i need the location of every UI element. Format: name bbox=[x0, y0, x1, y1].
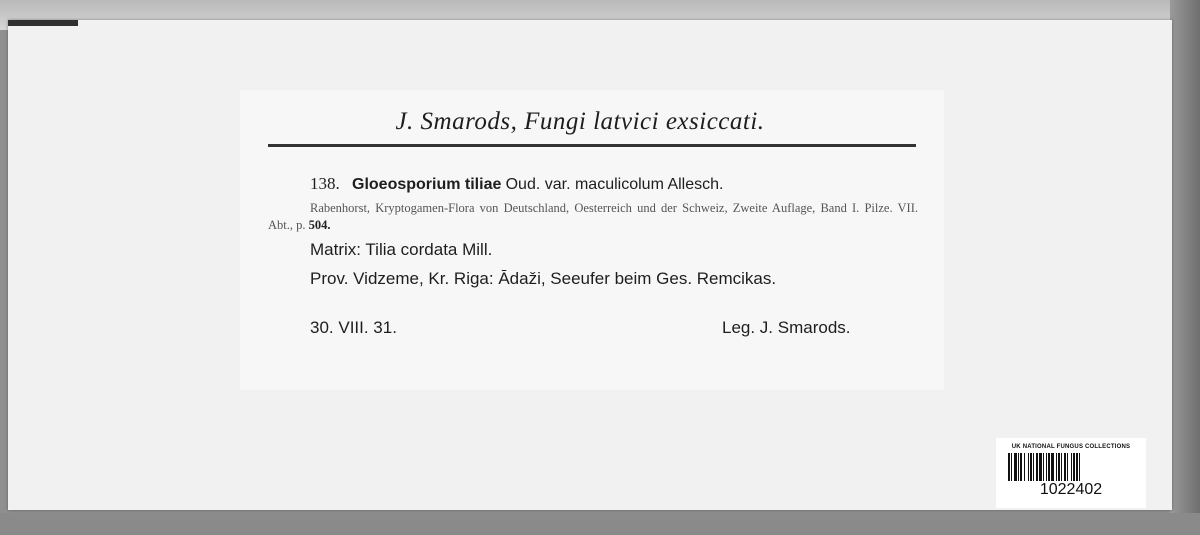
barcode-label bbox=[996, 438, 1146, 508]
taxon-line bbox=[310, 174, 723, 194]
barcode-stripe bbox=[1080, 453, 1082, 481]
barcode-header: UK NATIONAL FUNGUS COLLECTIONS bbox=[1011, 444, 1131, 450]
locality-line bbox=[268, 267, 916, 290]
collector-line: Leg. J. Smarods. bbox=[722, 318, 851, 337]
collection-date: 30. VIII. 31. bbox=[310, 318, 397, 337]
barcode-number: 1022402 bbox=[1039, 481, 1103, 498]
background-bottom bbox=[0, 513, 1200, 535]
matrix-line: Matrix: Tilia cordata Mill. bbox=[310, 240, 493, 259]
taxon-authority: Oud. var. maculicolum Allesch. bbox=[505, 176, 724, 193]
specimen-label bbox=[240, 90, 944, 390]
label-title: J. Smarods, Fungi latvici exsiccati. bbox=[395, 108, 765, 135]
reference-text: Rabenhorst, Kryptogamen-Flora von Deutschland, Oesterreich und der Schweiz, Zweite Auflage, Band I. Pilze. VII. Abt., p. bbox=[268, 201, 918, 232]
entry-number: 138. bbox=[310, 174, 340, 193]
reference-citation bbox=[268, 200, 918, 234]
herbarium-sheet bbox=[8, 20, 1172, 510]
taxon-name: Gloeosporium tiliae bbox=[352, 176, 502, 193]
title-rule bbox=[268, 144, 916, 147]
barcode-bars bbox=[1008, 453, 1134, 481]
locality-text: Prov. Vidzeme, Kr. Riga: Ādaži, Seeufer beim Ges. Remcikas. bbox=[310, 269, 777, 288]
sheet-top-tab bbox=[8, 20, 78, 26]
background-right-edge bbox=[1170, 0, 1200, 535]
reference-page: 504. bbox=[308, 218, 331, 232]
